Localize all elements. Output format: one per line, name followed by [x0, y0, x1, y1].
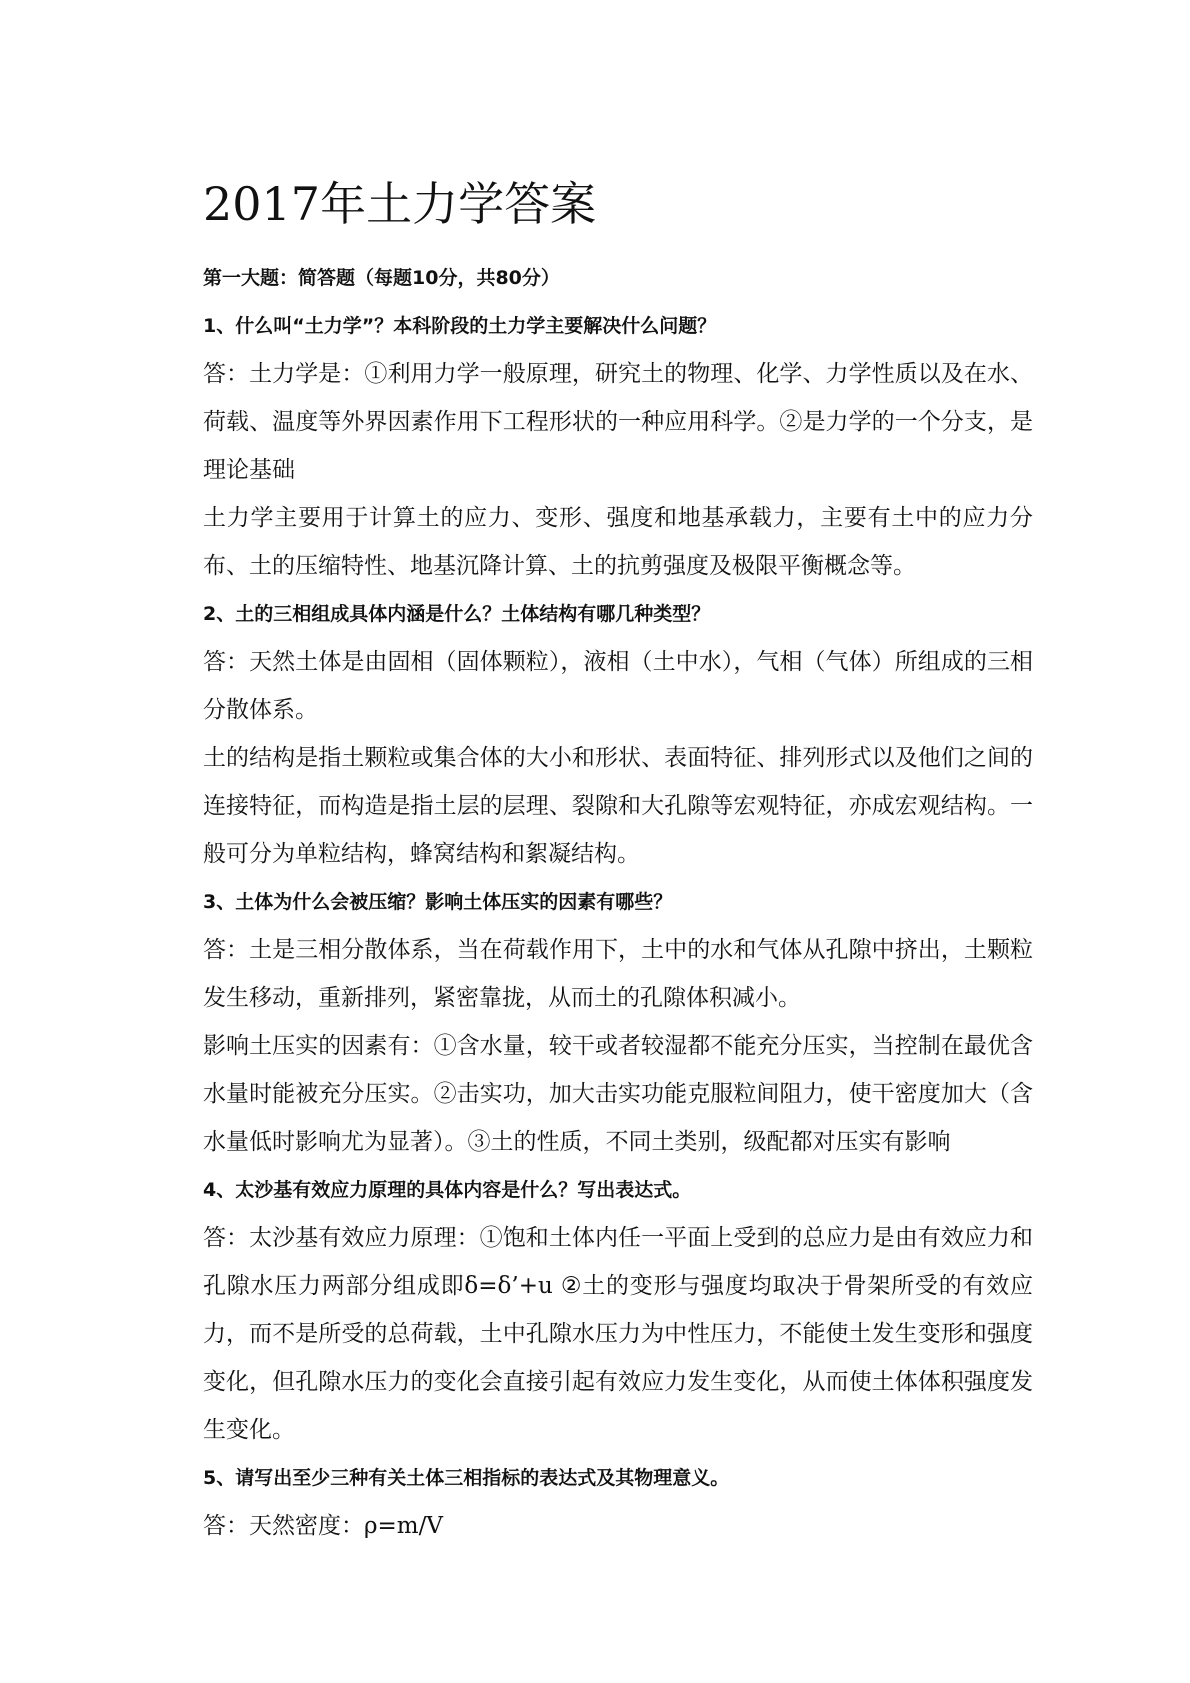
section-heading: 第一大题：简答题（每题10分，共80分） — [203, 267, 560, 289]
document-title: 2017年土力学答案 — [203, 177, 597, 231]
answer-4-paragraph-1: 答：太沙基有效应力原理：①饱和土体内任一平面上受到的总应力是由有效应力和孔隙水压力两部分组成即δ=δ’+u ②土的变形与强度均取决于骨架所受的有效应力，而不是所受的总荷载，土中孔隙水压力为中性压力，不能使土发生变形和强度变化，但孔隙水压力的变化会直接引起有效应力发生变化，从而使土体体积强度发生变化。 — [203, 1225, 1033, 1443]
answer-3-paragraph-1: 答：土是三相分散体系，当在荷载作用下，土中的水和气体从孔隙中挤出，土颗粒发生移动，重新排列，紧密靠拢，从而土的孔隙体积减小。 — [203, 937, 1033, 1011]
answer-3-paragraph-2: 影响土压实的因素有：①含水量，较干或者较湿都不能充分压实，当控制在最优含水量时能被充分压实。②击实功，加大击实功能克服粒间阻力，使干密度加大（含水量低时影响尤为显著）。③土的性质，不同土类别，级配都对压实有影响 — [203, 1033, 1033, 1155]
question-4: 4、太沙基有效应力原理的具体内容是什么？写出表达式。 — [203, 1179, 692, 1201]
answer-5-paragraph-1: 答：天然密度：ρ=m/V — [203, 1513, 443, 1539]
question-2: 2、土的三相组成具体内涵是什么？土体结构有哪几种类型？ — [203, 603, 711, 625]
answer-1-paragraph-2: 土力学主要用于计算土的应力、变形、强度和地基承载力，主要有土中的应力分布、土的压缩特性、地基沉降计算、土的抗剪强度及极限平衡概念等。 — [203, 505, 1033, 579]
answer-1-paragraph-1: 答：土力学是：①利用力学一般原理，研究土的物理、化学、力学性质以及在水、荷载、温度等外界因素作用下工程形状的一种应用科学。②是力学的一个分支，是理论基础 — [203, 361, 1033, 483]
answer-2-paragraph-2: 土的结构是指土颗粒或集合体的大小和形状、表面特征、排列形式以及他们之间的连接特征，而构造是指土层的层理、裂隙和大孔隙等宏观特征，亦成宏观结构。一般可分为单粒结构，蜂窝结构和絮凝结构。 — [203, 745, 1033, 867]
document-content — [203, 172, 1033, 1550]
question-1: 1、什么叫“土力学”？本科阶段的土力学主要解决什么问题？ — [203, 315, 717, 337]
question-3: 3、土体为什么会被压缩？影响土体压实的因素有哪些？ — [203, 891, 673, 913]
answer-2-paragraph-1: 答：天然土体是由固相（固体颗粒），液相（土中水），气相（气体）所组成的三相分散体系。 — [203, 649, 1033, 723]
question-5: 5、请写出至少三种有关土体三相指标的表达式及其物理意义。 — [203, 1467, 730, 1489]
